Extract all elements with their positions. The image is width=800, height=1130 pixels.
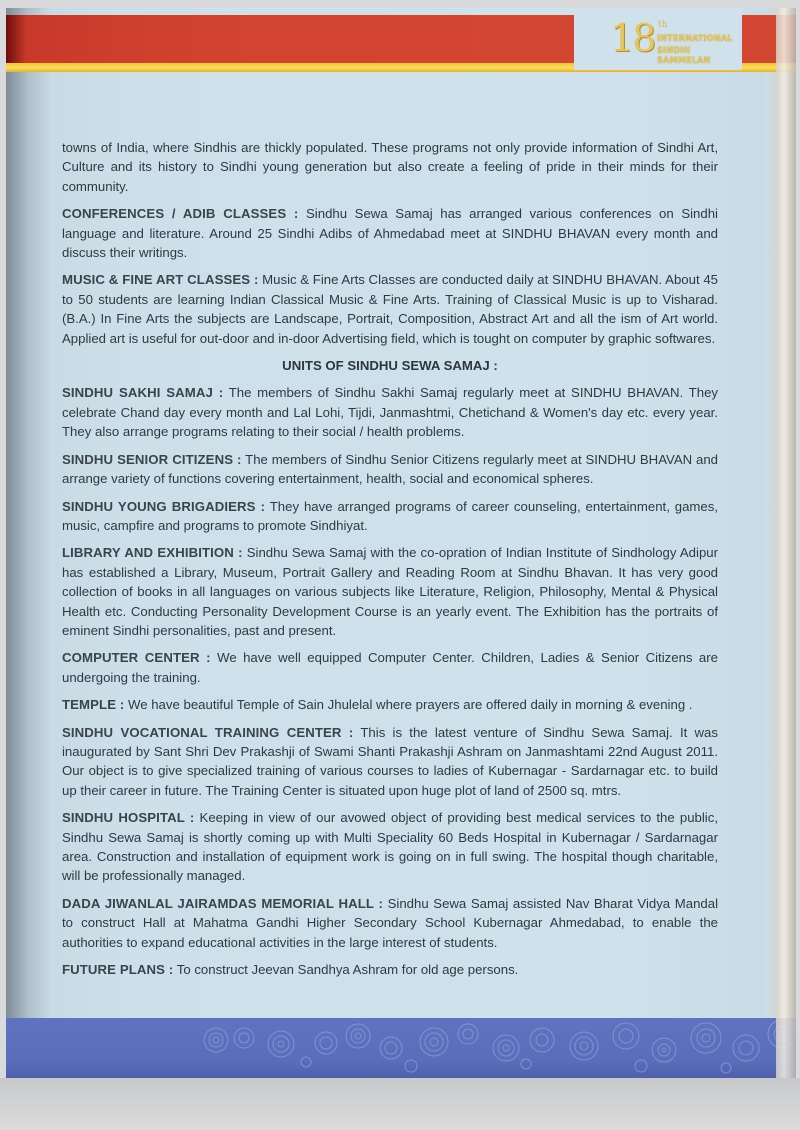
unit-computer-center xyxy=(62,648,718,687)
section-conferences xyxy=(62,204,718,262)
logo-line-sindhi-sammelan: SINDHI SAMMELAN xyxy=(657,46,711,66)
unit-text: Sindhu Sewa Samaj assisted Nav Bharat Vidya Mandal to construct Hall at Mahatma Gandhi Higher Secondary School Kubernagar Ahmedabad, to enable the authorities to expand educational activities in the large interest of students. xyxy=(62,895,719,950)
magazine-page xyxy=(6,8,796,1078)
unit-hospital xyxy=(62,808,718,886)
footer-blue-band xyxy=(6,1018,796,1078)
logo-superscript: th xyxy=(658,20,668,30)
unit-memorial-hall xyxy=(62,894,718,952)
unit-text: To construct Jeevan Sandhya Ashram for old age persons. xyxy=(176,962,519,978)
page-binding-edge xyxy=(776,8,796,1078)
unit-label: SINDHU SAKHI SAMAJ : xyxy=(62,385,224,401)
unit-library-exhibition xyxy=(62,543,718,640)
unit-text: They have arranged programs of career counseling, entertainment, games, music, campfire and programs to promote Sindhiyat. xyxy=(62,498,719,533)
concentric-circles-pattern-icon xyxy=(186,1018,796,1078)
unit-label: COMPUTER CENTER : xyxy=(62,650,211,666)
sammelan-logo xyxy=(574,8,742,70)
unit-label: SINDHU HOSPITAL : xyxy=(62,810,195,826)
unit-temple xyxy=(62,695,718,714)
logo-line-international: INTERNATIONAL xyxy=(657,34,733,44)
unit-text: We have well equipped Computer Center. Children, Ladies & Senior Citizens are undergoing the training. xyxy=(62,650,718,685)
unit-text: Sindhu Sewa Samaj with the co-opration of Indian Institute of Sindhology Adipur has established a Library, Museum, Portrait Gallery and Reading Room at Sindhu Bhavan. It has very good collection of books in all languages on various subjects like Literature, Religion, Philosophy, Mental & Physical Health etc. Conducting Personality Development Course is an yearly event. The Exhibition has the portraits of eminent Sindhi personalities, past and present. xyxy=(62,545,718,638)
unit-text: This is the latest venture of Sindhu Sewa Samaj. It was inaugurated by Sant Shri Dev Prakashji of Swami Shanti Prakashji Ashram on Janmashtami 22nd August 2011. Our object is to give specialized training of various courses to ladies of Kubernagar - Sardarnagar etc. to build up their career in future. The Training Center is situated upon huge plot of land of 2500 sq. mtrs. xyxy=(62,724,718,798)
scanner-background xyxy=(0,1078,800,1130)
section-label: MUSIC & FINE ART CLASSES : xyxy=(62,272,259,288)
section-text: Music & Fine Arts Classes are conducted daily at SINDHU BHAVAN. About 45 to 50 students are learning Indian Classical Music & Fine Arts. Training of Classical Music is up to Visharad. (B.A.) In Fine Arts the subjects are Landscape, Portrait, Composition, Abstract Art and all the ism of Art world. Applied art is useful for out-door and in-door Advertising field, which is tought on computer by graphic softwares. xyxy=(62,272,718,346)
intro-paragraph: towns of India, where Sindhis are thickly populated. These programs not only provide information of Sindhi Art, Culture and its history to Sindhi young generation but also create a feeling of pride in their minds for their community. xyxy=(62,140,718,194)
unit-label: SINDHU VOCATIONAL TRAINING CENTER : xyxy=(62,724,354,740)
unit-text: The members of Sindhu Senior Citizens regularly meet at SINDHU BHAVAN and arrange variety of functions covering entertainment, health, social and economical spheres. xyxy=(62,451,718,487)
section-label: CONFERENCES / ADIB CLASSES : xyxy=(62,206,299,222)
unit-senior-citizens xyxy=(62,450,718,489)
unit-text: We have beautiful Temple of Sain Jhulelal where prayers are offered daily in morning & evening . xyxy=(128,697,693,713)
unit-label: SINDHU YOUNG BRIGADIERS : xyxy=(62,498,266,514)
unit-text: Keeping in view of our avowed object of providing best medical services to the public, Sindhu Sewa Samaj is shortly coming up with Multi Speciality 60 Beds Hospital in Kubernagar / Sardarnagar area. Construction and installation of equipment work is going on in full swing. The hospital though charitable, will be professionally managed. xyxy=(62,810,718,884)
unit-label: TEMPLE : xyxy=(62,697,125,713)
unit-label: SINDHU SENIOR CITIZENS : xyxy=(62,451,242,467)
unit-text: The members of Sindhu Sakhi Samaj regularly meet at SINDHU BHAVAN. They celebrate Chand day every month and Lal Lohi, Tijdi, Janmashtmi, Chetichand & Women's day etc. every year. They also arrange programs relating to their social / health problems. xyxy=(62,385,718,440)
unit-young-brigadiers xyxy=(62,497,718,536)
article-body xyxy=(62,138,718,987)
unit-vocational-training xyxy=(62,723,718,801)
section-music-fine-art xyxy=(62,270,718,348)
unit-label: DADA JIWANLAL JAIRAMDAS MEMORIAL HALL : xyxy=(62,895,383,911)
logo-number: 18 xyxy=(610,16,655,60)
unit-label: LIBRARY AND EXHIBITION : xyxy=(62,545,243,561)
units-heading: UNITS OF SINDHU SEWA SAMAJ : xyxy=(282,358,498,374)
unit-sakhi-samaj xyxy=(62,383,718,441)
unit-future-plans xyxy=(62,960,718,979)
section-text: Sindhu Sewa Samaj has arranged various conferences on Sindhi language and literature. Around 25 Sindhi Adibs of Ahmedabad meet at SINDHU BHAVAN every month and discuss their writings. xyxy=(62,206,718,261)
unit-label: FUTURE PLANS : xyxy=(62,962,174,978)
